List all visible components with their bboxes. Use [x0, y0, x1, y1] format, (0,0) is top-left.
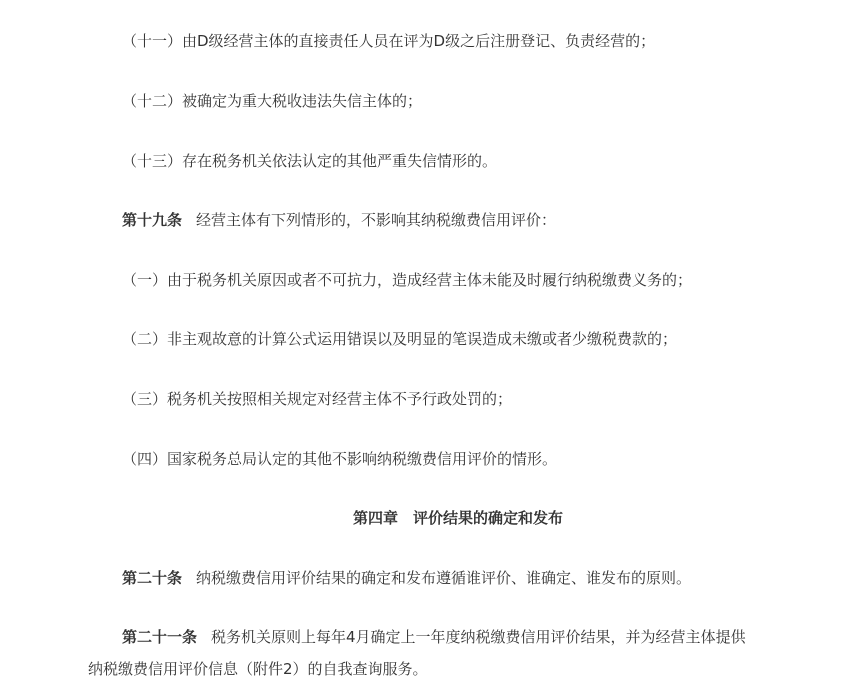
article-20-heading: 第二十条	[122, 569, 183, 587]
article-19-heading: 第十九条	[122, 211, 183, 229]
article-21-paragraph-line1	[122, 626, 746, 648]
item-11: （十一）由D级经营主体的直接责任人员在评为D级之后注册登记、负责经营的；	[122, 32, 656, 50]
article-19-item-3: （三）税务机关按照相关规定对经营主体不予行政处罚的；	[122, 390, 513, 408]
article-19-paragraph	[122, 209, 556, 231]
article-20-text: 纳税缴费信用评价结果的确定和发布遵循谁评价、谁确定、谁发布的原则。	[196, 569, 692, 587]
article-21-text-line1: 税务机关原则上每年4月确定上一年度纳税缴费信用评价结果，并为经营主体提供	[211, 628, 746, 646]
item-12: （十二）被确定为重大税收违法失信主体的；	[122, 92, 423, 110]
article-19-item-2: （二）非主观故意的计算公式运用错误以及明显的笔误造成未缴或者少缴税费款的；	[122, 330, 678, 348]
item-13: （十三）存在税务机关依法认定的其他严重失信情形的。	[122, 152, 498, 170]
article-20-paragraph	[122, 567, 691, 589]
article-21-heading: 第二十一条	[122, 628, 198, 646]
article-21-text-line2: 纳税缴费信用评价信息（附件2）的自我查询服务。	[88, 660, 428, 678]
chapter-4-title: 第四章 评价结果的确定和发布	[353, 509, 564, 527]
article-19-text: 经营主体有下列情形的，不影响其纳税缴费信用评价：	[196, 211, 557, 229]
article-19-item-4: （四）国家税务总局认定的其他不影响纳税缴费信用评价的情形。	[122, 450, 558, 468]
article-19-item-1: （一）由于税务机关原因或者不可抗力，造成经营主体未能及时履行纳税缴费义务的；	[122, 271, 693, 289]
